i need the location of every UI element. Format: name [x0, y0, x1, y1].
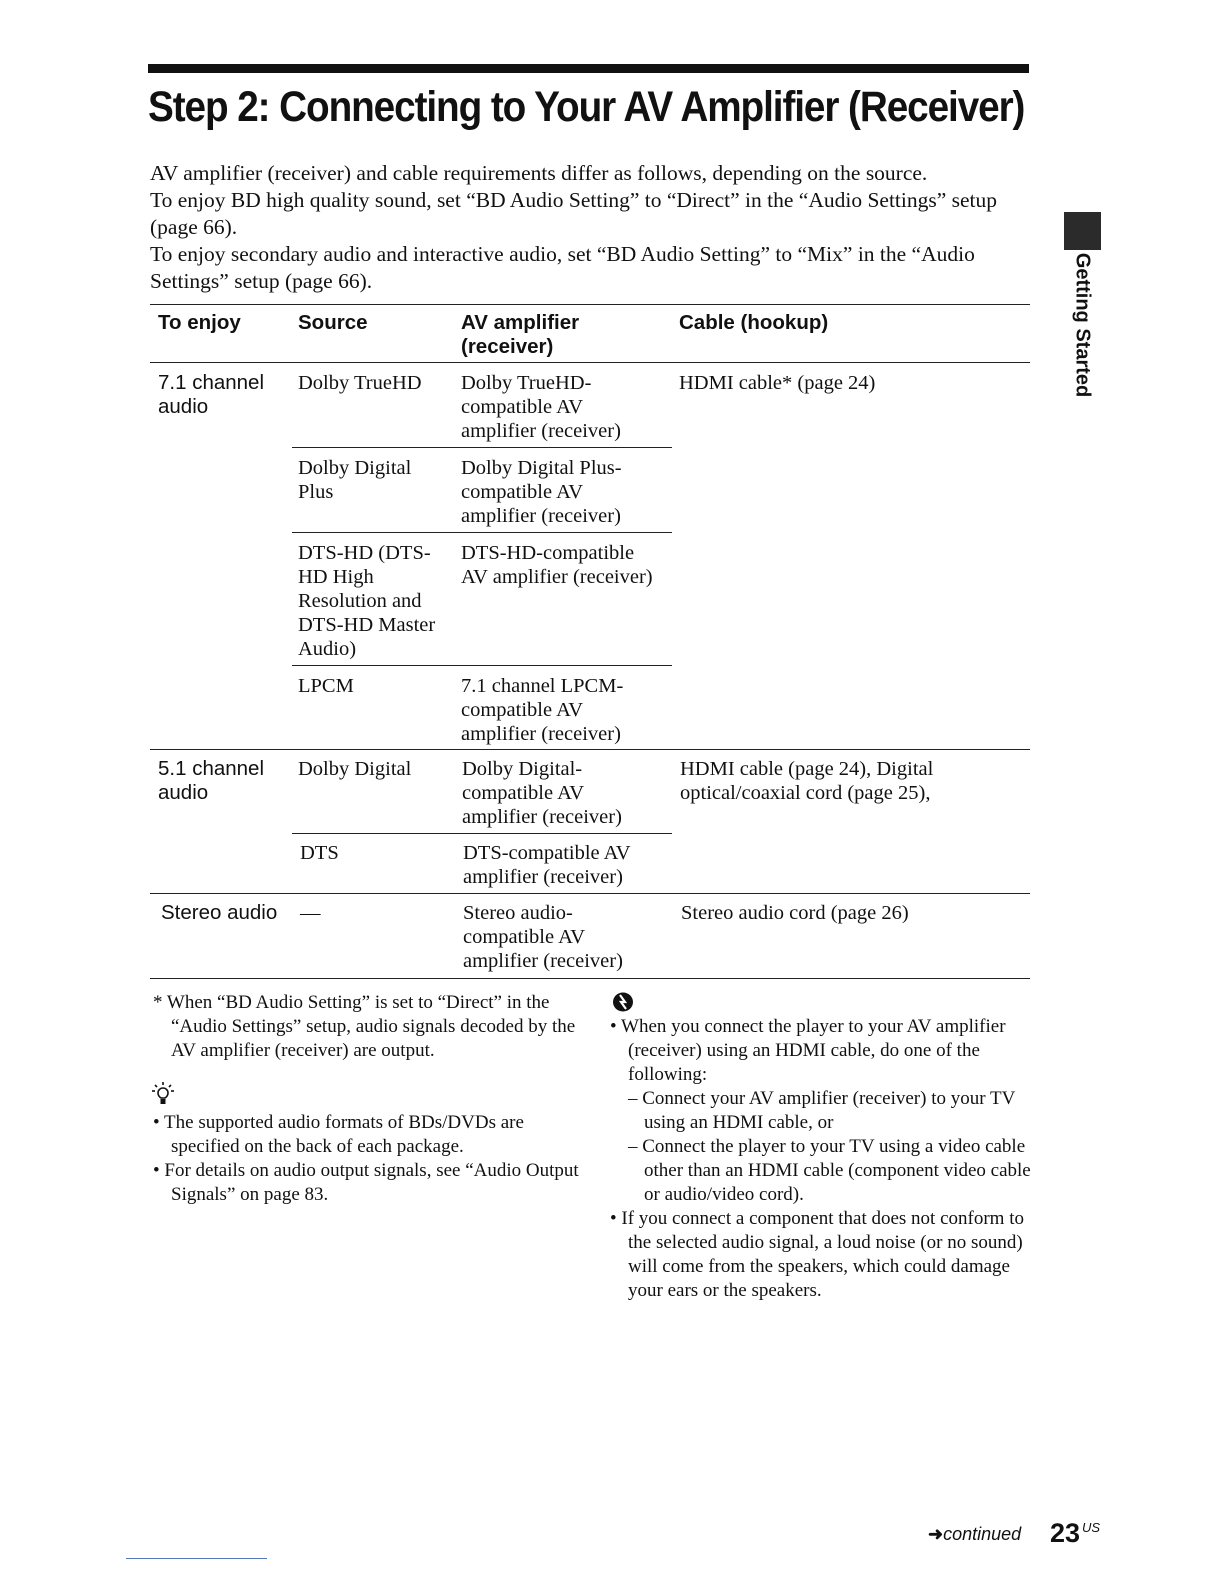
- source-dolby-digital-plus: Dolby Digital Plus: [298, 457, 412, 503]
- note-caution-icon: [611, 991, 635, 1013]
- section-tab-label: Getting Started: [1071, 252, 1094, 398]
- source-dts: DTS: [300, 842, 339, 864]
- source-stereo: —: [300, 902, 321, 924]
- note-item-hdmi: • When you connect the player to your AV amplifier (receiver) using an HDMI cable, do one of the following:: [610, 1016, 1006, 1085]
- amp-dolby-digital-plus: Dolby Digital Plus-compatible AV amplifier (receiver): [461, 457, 622, 527]
- footnote-text: * When “BD Audio Setting” is set to “Direct” in the “Audio Settings” setup, audio signals decoded by the AV amplifier (receiver) are output.: [153, 992, 576, 1061]
- page-number-suffix: US: [1082, 1520, 1101, 1535]
- row-rule: [292, 665, 672, 666]
- footer-rule: [126, 1558, 267, 1559]
- table-header-rule: [150, 362, 1030, 363]
- amp-dolby-truehd: Dolby TrueHD-compatible AV amplifier (receiver): [461, 372, 621, 442]
- hints-list: [153, 1111, 583, 1207]
- header-source: Source: [298, 311, 368, 334]
- cable-7-1-channel: HDMI cable* (page 24): [679, 372, 876, 394]
- row-rule: [292, 532, 672, 533]
- source-dts-hd: DTS-HD (DTS-HD High Resolution and DTS-HD Master Audio): [298, 542, 436, 660]
- note-item-noise: • If you connect a component that does not conform to the selected audio signal, a loud noise (or no sound) will come from the speakers, which could damage your ears or the speakers.: [610, 1208, 1024, 1301]
- row-rule: [292, 833, 672, 834]
- continued-label: continued: [943, 1524, 1022, 1544]
- row-rule: [292, 447, 672, 448]
- enjoy-7-1-channel: 7.1 channel audio: [158, 371, 265, 418]
- source-dolby-digital: Dolby Digital: [298, 758, 412, 780]
- amp-dts-hd: DTS-HD-compatible AV amplifier (receiver): [461, 542, 653, 588]
- notes-list: [610, 1015, 1040, 1303]
- enjoy-stereo: Stereo audio: [161, 901, 278, 924]
- continued-indicator: [928, 1524, 1021, 1545]
- note-subitem: – Connect the player to your TV using a video cable other than an HDMI cable (component video cable or audio/video cord).: [628, 1136, 1031, 1205]
- header-amplifier: AV amplifier (receiver): [461, 311, 580, 358]
- source-dolby-truehd: Dolby TrueHD: [298, 372, 422, 394]
- intro-line-1: AV amplifier (receiver) and cable requirements differ as follows, depending on the source.: [150, 161, 928, 185]
- section-tab-marker: [1064, 212, 1101, 250]
- footnote: [153, 991, 583, 1063]
- header-to-enjoy: To enjoy: [158, 311, 241, 334]
- enjoy-5-1-channel: 5.1 channel audio: [158, 757, 265, 804]
- page-title: Step 2: Connecting to Your AV Amplifier (Receiver): [148, 83, 1025, 131]
- hint-lightbulb-icon: [151, 1081, 175, 1107]
- table-bottom-rule: [150, 978, 1030, 979]
- intro-text: [150, 160, 1040, 295]
- note-subitem: – Connect your AV amplifier (receiver) to your TV using an HDMI cable, or: [628, 1088, 1015, 1133]
- intro-line-3: To enjoy secondary audio and interactive audio, set “BD Audio Setting” to “Mix” in the “Audio Settings” setup (page 66).: [150, 242, 975, 293]
- amp-stereo: Stereo audio-compatible AV amplifier (receiver): [463, 902, 623, 972]
- source-lpcm: LPCM: [298, 675, 354, 697]
- group-rule: [150, 749, 1030, 750]
- group-rule: [150, 893, 1030, 894]
- cable-5-1-channel: HDMI cable (page 24), Digital optical/coaxial cord (page 25),: [680, 758, 934, 804]
- page-number-value: 23: [1050, 1518, 1081, 1548]
- amp-dts: DTS-compatible AV amplifier (receiver): [463, 842, 631, 888]
- intro-line-2: To enjoy BD high quality sound, set “BD Audio Setting” to “Direct” in the “Audio Settings” setup (page 66).: [150, 188, 998, 239]
- table-top-rule: [150, 304, 1030, 305]
- amp-dolby-digital: Dolby Digital-compatible AV amplifier (receiver): [462, 758, 622, 828]
- hint-item: • For details on audio output signals, see “Audio Output Signals” on page 83.: [153, 1160, 579, 1205]
- title-rule: [148, 64, 1029, 73]
- hint-item: • The supported audio formats of BDs/DVDs are specified on the back of each package.: [153, 1112, 524, 1157]
- arrow-right-icon: ➜: [928, 1524, 944, 1544]
- header-cable: Cable (hookup): [679, 311, 829, 334]
- page-number: [1050, 1518, 1100, 1549]
- cable-stereo: Stereo audio cord (page 26): [681, 902, 909, 924]
- amp-lpcm: 7.1 channel LPCM-compatible AV amplifier (receiver): [461, 675, 624, 745]
